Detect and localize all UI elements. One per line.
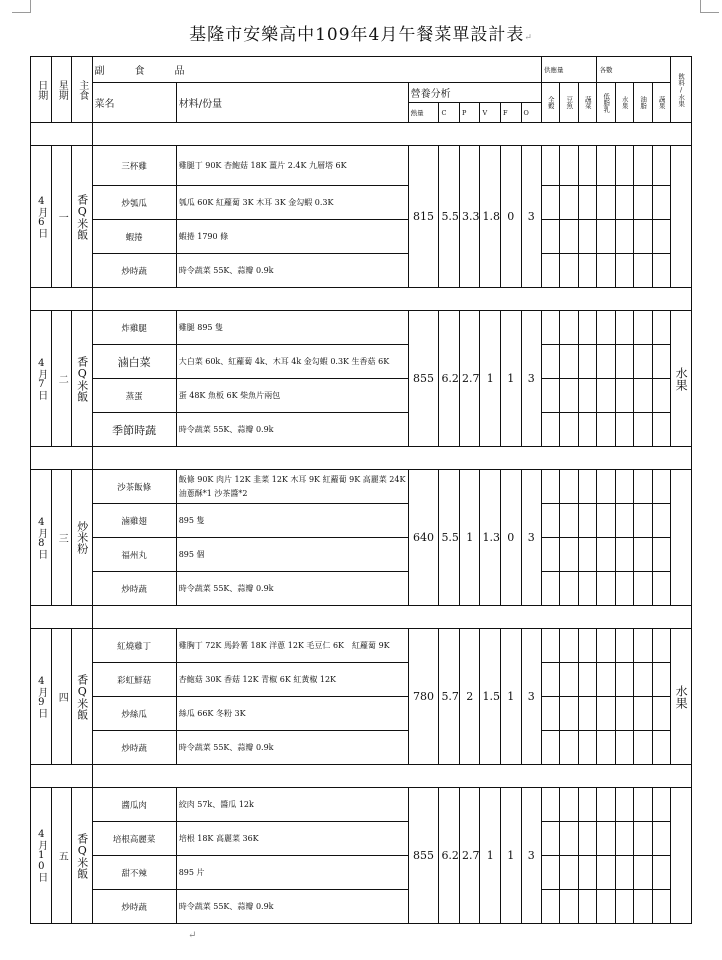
separator-cell: [31, 123, 93, 146]
quantity-cell: [615, 311, 633, 345]
quantity-cell: [597, 146, 615, 186]
quantity-cell: [652, 413, 670, 447]
quantity-cell: [560, 146, 578, 186]
dish-name: 炒瓠瓜: [92, 186, 176, 220]
dish-material: 杏鮑菇 30K 香菇 12K 青椒 6K 紅黃椒 12K: [176, 663, 408, 697]
quantity-cell: [652, 697, 670, 731]
page-corner-mark-left: [12, 0, 31, 13]
nutrition-f: 0: [500, 470, 521, 606]
header-f: F: [500, 103, 521, 123]
nutrition-v: 1: [480, 788, 501, 924]
dish-name: 炒絲瓜: [92, 697, 176, 731]
dish-name: 滷白菜: [92, 345, 176, 379]
dish-name: 炒時蔬: [92, 572, 176, 606]
dish-material: 絲瓜 66K 冬粉 3K: [176, 697, 408, 731]
quantity-cell: [615, 413, 633, 447]
separator-cell-wide: [92, 606, 691, 629]
quantity-cell: [652, 311, 670, 345]
nutrition-c: 5.5: [439, 470, 460, 606]
quantity-cell: [560, 731, 578, 765]
quantity-cell: [615, 470, 633, 504]
header-small-7: 蔬果: [652, 83, 670, 123]
quantity-cell: [560, 788, 578, 822]
quantity-cell: [597, 538, 615, 572]
quantity-cell: [560, 220, 578, 254]
quantity-cell: [578, 856, 597, 890]
day-weekday: 一: [51, 146, 72, 288]
day-fruit: [671, 146, 692, 288]
dish-name: 甜不辣: [92, 856, 176, 890]
dish-name: 培根高麗菜: [92, 822, 176, 856]
quantity-cell: [597, 470, 615, 504]
header-side: 副 食 品: [92, 57, 541, 83]
nutrition-f: 0: [500, 146, 521, 288]
dish-name: 醬瓜肉: [92, 788, 176, 822]
day-separator: [31, 765, 692, 788]
day-staple: 炒米粉: [72, 470, 93, 606]
dish-material: 時令蔬菜 55K、蒜瓣 0.9k: [176, 413, 408, 447]
header-small-4: 低脂乳: [597, 83, 615, 123]
quantity-cell: [578, 572, 597, 606]
quantity-cell: [634, 788, 652, 822]
dish-name: 炸雞腿: [92, 311, 176, 345]
quantity-cell: [615, 254, 633, 288]
quantity-cell: [615, 538, 633, 572]
nutrition-c: 5.7: [439, 629, 460, 765]
quantity-cell: [615, 788, 633, 822]
quantity-cell: [634, 538, 652, 572]
quantity-cell: [652, 572, 670, 606]
quantity-cell: [634, 470, 652, 504]
dish-material: 時令蔬菜 55K、蒜瓣 0.9k: [176, 731, 408, 765]
quantity-cell: [542, 822, 560, 856]
quantity-cell: [652, 538, 670, 572]
quantity-cell: [560, 254, 578, 288]
quantity-cell: [578, 822, 597, 856]
nutrition-o: 3: [521, 146, 542, 288]
nutrition-o: 3: [521, 470, 542, 606]
quantity-cell: [560, 856, 578, 890]
nutrition-p: 2.7: [459, 311, 480, 447]
quantity-cell: [615, 220, 633, 254]
quantity-cell: [542, 538, 560, 572]
quantity-cell: [652, 731, 670, 765]
quantity-cell: [578, 413, 597, 447]
dish-material: 時令蔬菜 55K、蒜瓣 0.9k: [176, 572, 408, 606]
day-weekday: 二: [51, 311, 72, 447]
nutrition-calories: 855: [408, 311, 439, 447]
quantity-cell: [578, 470, 597, 504]
dish-name: 紅燒雞丁: [92, 629, 176, 663]
dish-name: 蒸蛋: [92, 379, 176, 413]
dish-material: 瓠瓜 60K 紅蘿蔔 3K 木耳 3K 金勾蝦 0.3K: [176, 186, 408, 220]
header-supplier: 供應量: [542, 57, 597, 83]
dish-material: 895 片: [176, 856, 408, 890]
day-staple: 香Q米飯: [72, 629, 93, 765]
dish-material: 飯條 90K 肉片 12K 韭菜 12K 木耳 9K 紅蘿蔔 9K 高麗菜 24K 油蔥酥*1 沙茶醬*2: [176, 470, 408, 504]
quantity-cell: [578, 663, 597, 697]
dish-row: [31, 788, 692, 822]
dish-row: [31, 311, 692, 345]
quantity-cell: [597, 379, 615, 413]
header-row-1: [31, 57, 692, 83]
quantity-cell: [634, 379, 652, 413]
dish-row: [31, 890, 692, 924]
header-weekday: 星期: [51, 57, 72, 123]
quantity-cell: [560, 413, 578, 447]
dish-row: [31, 856, 692, 890]
dish-name: 炒時蔬: [92, 890, 176, 924]
day-date: 4月9日: [31, 629, 52, 765]
quantity-cell: [634, 186, 652, 220]
dish-row: [31, 504, 692, 538]
nutrition-v: 1.5: [480, 629, 501, 765]
quantity-cell: [560, 629, 578, 663]
day-date: 4月8日: [31, 470, 52, 606]
nutrition-v: 1: [480, 311, 501, 447]
quantity-cell: [615, 663, 633, 697]
quantity-cell: [634, 146, 652, 186]
quantity-cell: [615, 379, 633, 413]
header-small-1: 全穀: [542, 83, 560, 123]
quantity-cell: [652, 504, 670, 538]
quantity-cell: [652, 856, 670, 890]
day-fruit: 水果: [671, 311, 692, 447]
quantity-cell: [560, 311, 578, 345]
quantity-cell: [542, 379, 560, 413]
dish-row: [31, 822, 692, 856]
header-small-3: 蔬菜: [578, 83, 597, 123]
quantity-cell: [542, 186, 560, 220]
quantity-cell: [542, 572, 560, 606]
quantity-cell: [542, 146, 560, 186]
quantity-cell: [634, 890, 652, 924]
quantity-cell: [597, 572, 615, 606]
quantity-cell: [634, 697, 652, 731]
quantity-cell: [560, 186, 578, 220]
quantity-cell: [615, 856, 633, 890]
quantity-cell: [652, 629, 670, 663]
quantity-cell: [652, 470, 670, 504]
nutrition-p: 3.3: [459, 146, 480, 288]
quantity-cell: [560, 504, 578, 538]
quantity-cell: [615, 146, 633, 186]
quantity-cell: [634, 629, 652, 663]
dish-name: 炒時蔬: [92, 731, 176, 765]
quantity-cell: [578, 697, 597, 731]
quantity-cell: [597, 220, 615, 254]
nutrition-o: 3: [521, 629, 542, 765]
dish-row: [31, 220, 692, 254]
separator-cell-wide: [92, 123, 691, 146]
header-small-6: 油脂: [634, 83, 652, 123]
nutrition-c: 6.2: [439, 788, 460, 924]
dish-material: 蝦捲 1790 條: [176, 220, 408, 254]
quantity-cell: [597, 663, 615, 697]
dish-material: 雞腿 895 隻: [176, 311, 408, 345]
nutrition-calories: 815: [408, 146, 439, 288]
nutrition-calories: 780: [408, 629, 439, 765]
quantity-cell: [652, 379, 670, 413]
quantity-cell: [615, 731, 633, 765]
quantity-cell: [597, 504, 615, 538]
quantity-cell: [652, 788, 670, 822]
nutrition-calories: 640: [408, 470, 439, 606]
quantity-cell: [578, 311, 597, 345]
day-fruit: [671, 788, 692, 924]
quantity-cell: [597, 629, 615, 663]
header-quantity: 各數: [597, 57, 671, 83]
quantity-cell: [597, 856, 615, 890]
day-weekday: 四: [51, 629, 72, 765]
nutrition-f: 1: [500, 629, 521, 765]
nutrition-p: 2.7: [459, 788, 480, 924]
dish-row: [31, 538, 692, 572]
quantity-cell: [542, 220, 560, 254]
nutrition-p: 2: [459, 629, 480, 765]
dish-name: 滷雞翅: [92, 504, 176, 538]
quantity-cell: [560, 572, 578, 606]
quantity-cell: [542, 788, 560, 822]
nutrition-f: 1: [500, 311, 521, 447]
header-staple: 主食: [72, 57, 93, 123]
quantity-cell: [634, 663, 652, 697]
dish-row: [31, 146, 692, 186]
quantity-cell: [578, 146, 597, 186]
quantity-cell: [652, 254, 670, 288]
separator-cell: [31, 606, 93, 629]
quantity-cell: [652, 146, 670, 186]
quantity-cell: [634, 345, 652, 379]
quantity-cell: [542, 413, 560, 447]
quantity-cell: [634, 572, 652, 606]
day-date: 4月10日: [31, 788, 52, 924]
separator-cell-wide: [92, 765, 691, 788]
quantity-cell: [634, 311, 652, 345]
quantity-cell: [634, 254, 652, 288]
quantity-cell: [615, 504, 633, 538]
quantity-cell: [634, 856, 652, 890]
header-small-2: 豆魚: [560, 83, 578, 123]
quantity-cell: [542, 254, 560, 288]
quantity-cell: [560, 890, 578, 924]
quantity-cell: [578, 220, 597, 254]
quantity-cell: [615, 697, 633, 731]
separator-cell: [31, 765, 93, 788]
header-fruit: 飲料/水果: [671, 57, 692, 123]
page-corner-mark-right: [700, 0, 719, 13]
quantity-cell: [578, 345, 597, 379]
quantity-cell: [597, 311, 615, 345]
day-weekday: 五: [51, 788, 72, 924]
quantity-cell: [634, 731, 652, 765]
nutrition-v: 1.8: [480, 146, 501, 288]
dish-material: 895 個: [176, 538, 408, 572]
dish-name: 季節時蔬: [92, 413, 176, 447]
quantity-cell: [542, 504, 560, 538]
separator-cell: [31, 288, 93, 311]
dish-row: [31, 254, 692, 288]
day-separator: [31, 606, 692, 629]
dish-name: 沙茶飯條: [92, 470, 176, 504]
dish-material: 895 隻: [176, 504, 408, 538]
dish-row: [31, 731, 692, 765]
dish-row: [31, 413, 692, 447]
header-row-2: [31, 83, 692, 103]
quantity-cell: [542, 345, 560, 379]
quantity-cell: [652, 220, 670, 254]
quantity-cell: [597, 186, 615, 220]
quantity-cell: [634, 220, 652, 254]
quantity-cell: [542, 856, 560, 890]
quantity-cell: [597, 254, 615, 288]
quantity-cell: [597, 822, 615, 856]
quantity-cell: [597, 731, 615, 765]
header-c: C: [439, 103, 460, 123]
quantity-cell: [652, 345, 670, 379]
dish-name: 福州丸: [92, 538, 176, 572]
quantity-cell: [597, 788, 615, 822]
quantity-cell: [615, 345, 633, 379]
quantity-cell: [615, 822, 633, 856]
dish-row: [31, 470, 692, 504]
quantity-cell: [578, 379, 597, 413]
quantity-cell: [615, 572, 633, 606]
dish-name: 三杯雞: [92, 146, 176, 186]
quantity-cell: [542, 890, 560, 924]
dish-material: 培根 18K 高麗菜 36K: [176, 822, 408, 856]
nutrition-c: 5.5: [439, 146, 460, 288]
separator-cell-wide: [92, 447, 691, 470]
day-date: 4月7日: [31, 311, 52, 447]
quantity-cell: [578, 788, 597, 822]
dish-material: 蛋 48K 魚板 6K 柴魚片兩包: [176, 379, 408, 413]
nutrition-calories: 855: [408, 788, 439, 924]
quantity-cell: [597, 413, 615, 447]
quantity-cell: [578, 629, 597, 663]
nutrition-v: 1.3: [480, 470, 501, 606]
header-p: P: [459, 103, 480, 123]
separator-cell: [31, 447, 93, 470]
header-materials: 材料/份量: [176, 83, 408, 123]
quantity-cell: [578, 538, 597, 572]
quantity-cell: [597, 890, 615, 924]
dish-material: 時令蔬菜 55K、蒜瓣 0.9k: [176, 890, 408, 924]
dish-row: [31, 572, 692, 606]
dish-material: 絞肉 57k、醬瓜 12k: [176, 788, 408, 822]
dish-row: [31, 629, 692, 663]
dish-material: 雞胸丁 72K 馬鈴薯 18K 洋蔥 12K 毛豆仁 6K 紅蘿蔔 9K: [176, 629, 408, 663]
quantity-cell: [615, 629, 633, 663]
day-staple: 香Q米飯: [72, 146, 93, 288]
header-o: O: [521, 103, 542, 123]
nutrition-c: 6.2: [439, 311, 460, 447]
day-fruit: [671, 470, 692, 606]
separator-cell-wide: [92, 288, 691, 311]
quantity-cell: [578, 890, 597, 924]
quantity-cell: [542, 311, 560, 345]
document-title: 基隆市安樂高中109年4月午餐菜單設計表↵: [189, 25, 533, 45]
quantity-cell: [615, 890, 633, 924]
quantity-cell: [652, 663, 670, 697]
day-separator: [31, 447, 692, 470]
paragraph-mark: ↵: [188, 930, 197, 941]
day-weekday: 三: [51, 470, 72, 606]
quantity-cell: [578, 186, 597, 220]
nutrition-o: 3: [521, 788, 542, 924]
dish-row: [31, 379, 692, 413]
dish-material: 大白菜 60k、紅蘿蔔 4k、木耳 4k 金勾蝦 0.3K 生香菇 6K: [176, 345, 408, 379]
header-nutrition: 營養分析: [408, 83, 541, 103]
quantity-cell: [634, 822, 652, 856]
dish-name: 彩虹鮮菇: [92, 663, 176, 697]
quantity-cell: [542, 731, 560, 765]
header-small-5: 水果: [615, 83, 633, 123]
header-dish-name: 菜名: [92, 83, 176, 123]
quantity-cell: [560, 470, 578, 504]
quantity-cell: [578, 254, 597, 288]
day-separator: [31, 288, 692, 311]
day-staple: 香Q米飯: [72, 788, 93, 924]
quantity-cell: [560, 345, 578, 379]
nutrition-p: 1: [459, 470, 480, 606]
header-v: V: [480, 103, 501, 123]
days-body: [31, 123, 692, 924]
quantity-cell: [578, 731, 597, 765]
dish-material: 雞腿丁 90K 杏鮑菇 18K 薑片 2.4K 九層塔 6K: [176, 146, 408, 186]
quantity-cell: [597, 345, 615, 379]
quantity-cell: [634, 504, 652, 538]
quantity-cell: [560, 663, 578, 697]
quantity-cell: [560, 697, 578, 731]
day-staple: 香Q米飯: [72, 311, 93, 447]
nutrition-o: 3: [521, 311, 542, 447]
quantity-cell: [542, 663, 560, 697]
quantity-cell: [652, 186, 670, 220]
day-date: 4月6日: [31, 146, 52, 288]
header-calories: 熱量: [408, 103, 439, 123]
quantity-cell: [652, 890, 670, 924]
quantity-cell: [560, 379, 578, 413]
dish-name: 炒時蔬: [92, 254, 176, 288]
quantity-cell: [578, 504, 597, 538]
day-separator: [31, 123, 692, 146]
day-fruit: 水果: [671, 629, 692, 765]
dish-material: 時令蔬菜 55K、蒜瓣 0.9k: [176, 254, 408, 288]
dish-row: [31, 345, 692, 379]
quantity-cell: [560, 822, 578, 856]
nutrition-f: 1: [500, 788, 521, 924]
quantity-cell: [615, 186, 633, 220]
dish-row: [31, 663, 692, 697]
dish-name: 蝦捲: [92, 220, 176, 254]
quantity-cell: [652, 822, 670, 856]
quantity-cell: [542, 697, 560, 731]
header-date: 日期: [31, 57, 52, 123]
quantity-cell: [542, 629, 560, 663]
dish-row: [31, 697, 692, 731]
quantity-cell: [542, 470, 560, 504]
quantity-cell: [597, 697, 615, 731]
quantity-cell: [560, 538, 578, 572]
quantity-cell: [634, 413, 652, 447]
dish-row: [31, 186, 692, 220]
menu-table: [30, 56, 692, 924]
